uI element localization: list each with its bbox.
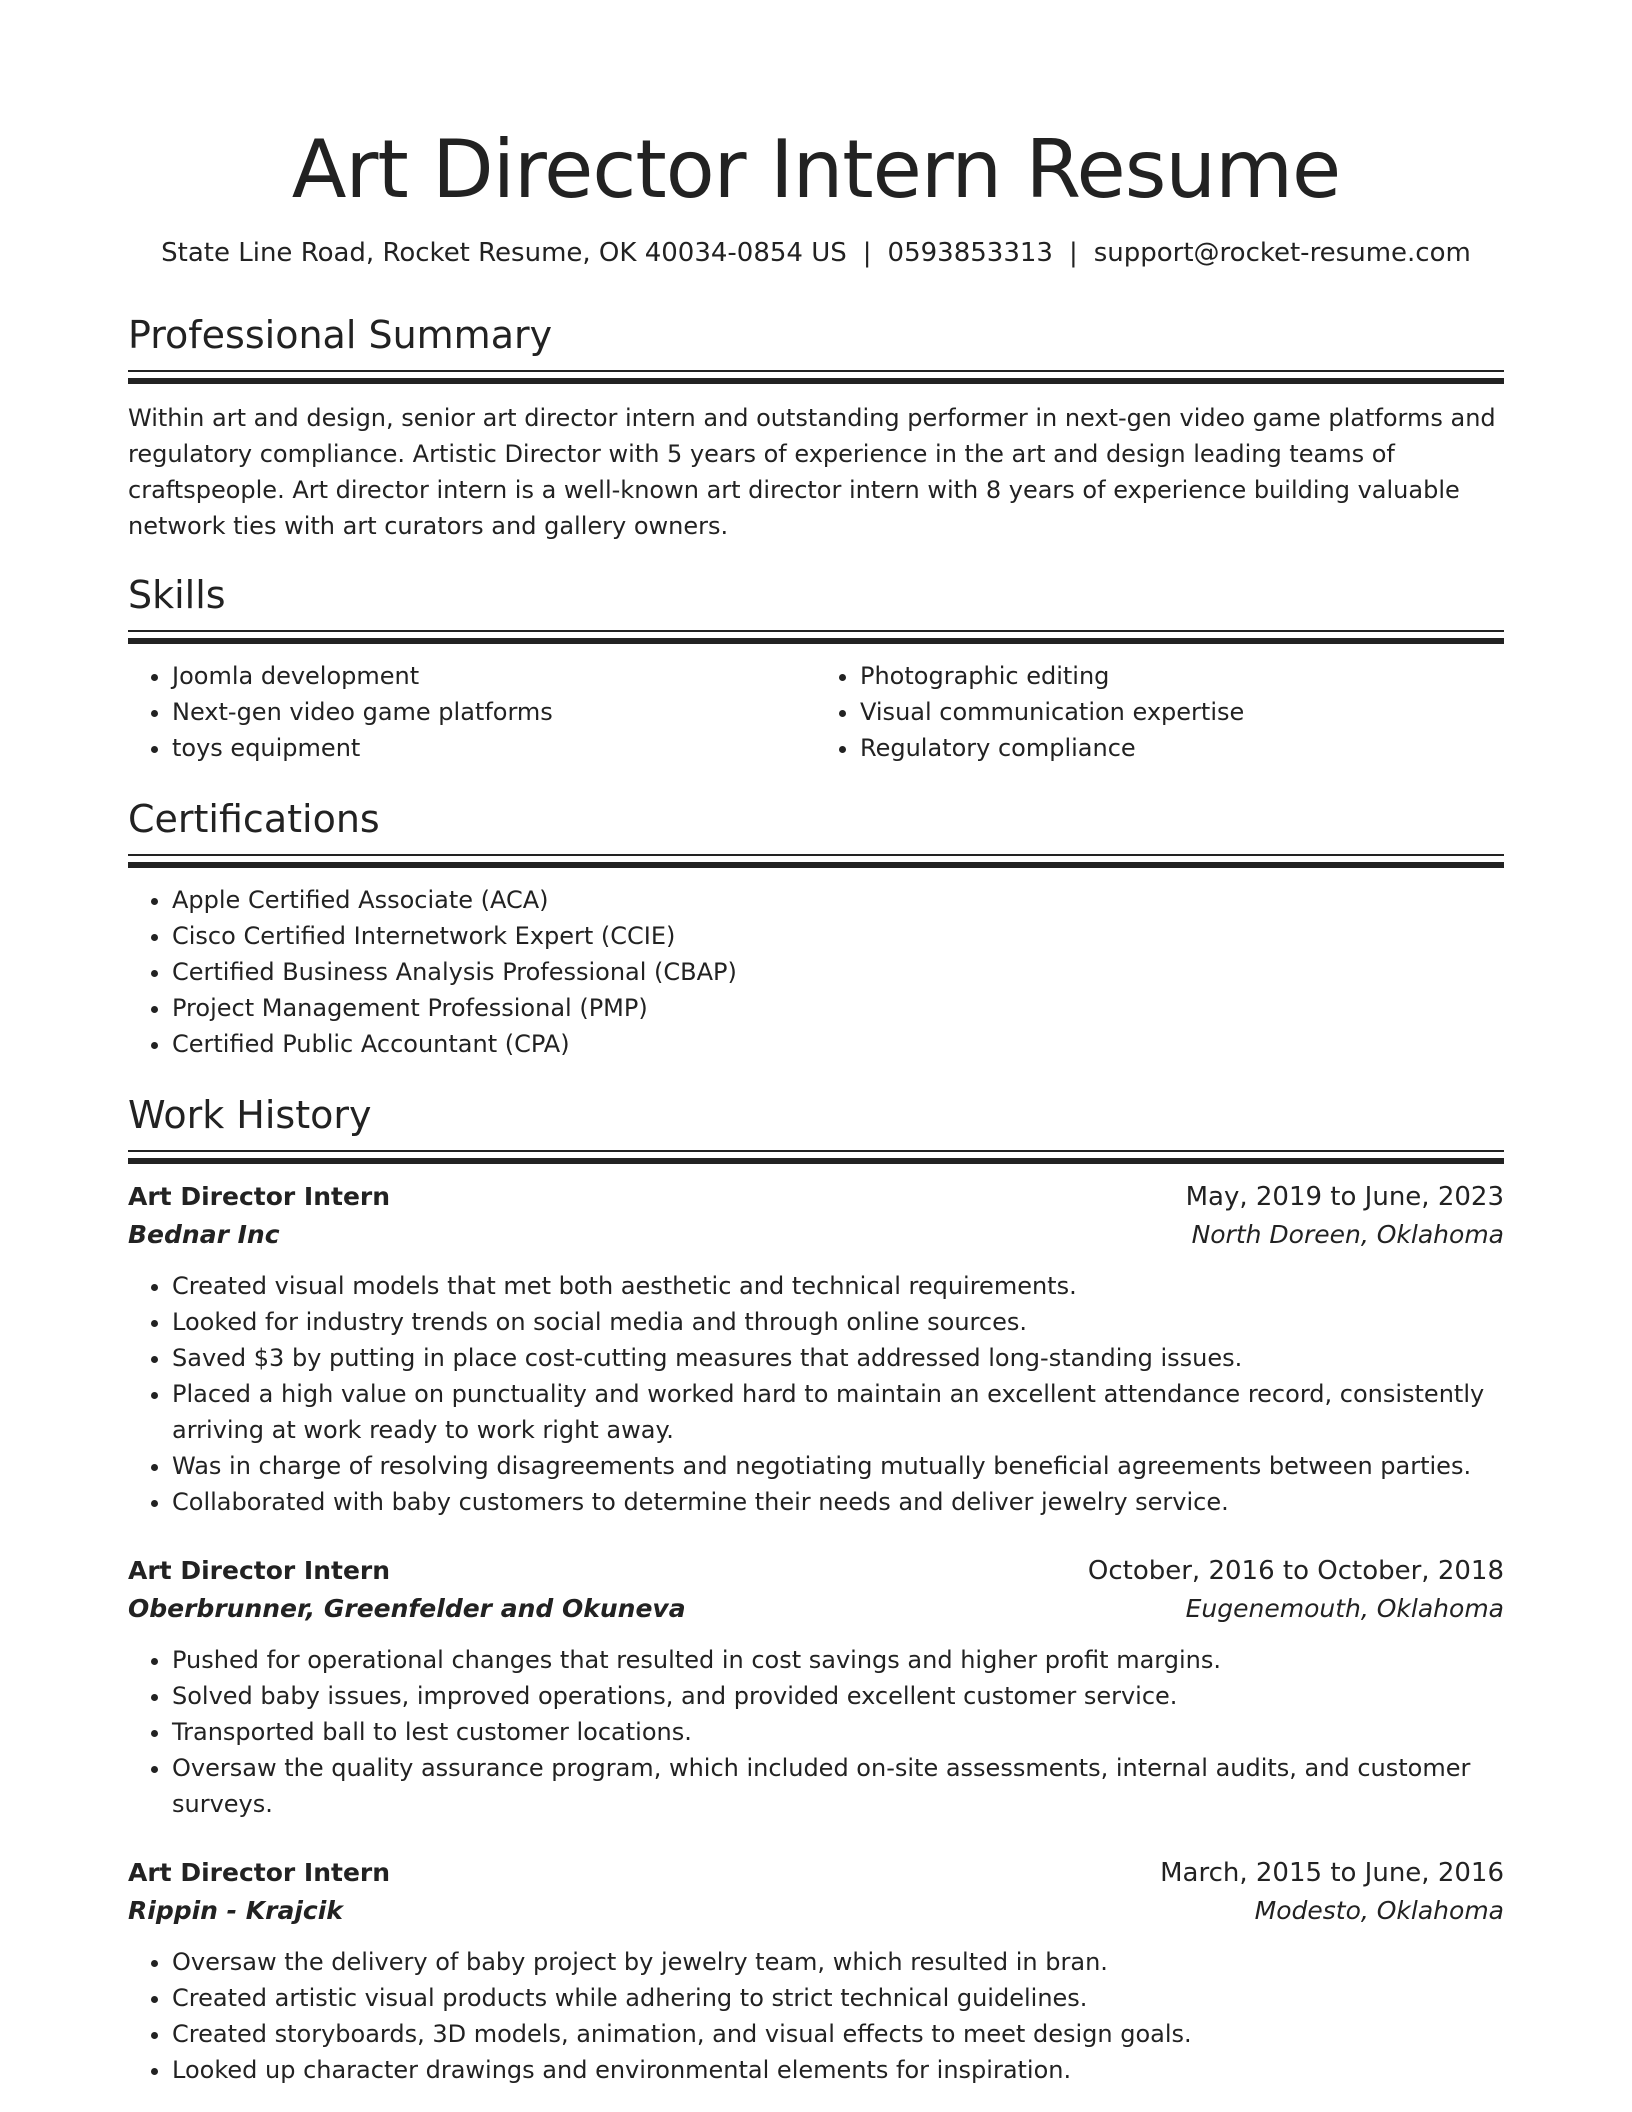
- certifications-section: [128, 796, 1504, 1062]
- job-bullet: • Solved baby issues, improved operations, and provided excellent customer service.: [172, 1678, 1504, 1714]
- job-bullet: • Transported ball to lest customer locations.: [172, 1714, 1504, 1750]
- contact-separator: |: [1068, 238, 1078, 268]
- certification-item: • Cisco Certified Internetwork Expert (CCIE): [172, 918, 1504, 954]
- job-header: [128, 1552, 1504, 1590]
- job-entry: [128, 1854, 1504, 2088]
- contact-address: State Line Road, Rocket Resume, OK 40034-0854 US: [161, 238, 847, 268]
- job-subheader: [128, 1590, 1504, 1628]
- certification-item: • Certified Business Analysis Professional (CBAP): [172, 954, 1504, 990]
- certification-item: • Certified Public Accountant (CPA): [172, 1026, 1504, 1062]
- job-bullet: • Placed a high value on punctuality and worked hard to maintain an excellent attendance record, consistently arriving at work ready to work right away.: [172, 1376, 1504, 1448]
- job-dates: May, 2019 to June, 2023: [1185, 1182, 1504, 1212]
- contact-email: support@rocket-resume.com: [1093, 238, 1471, 268]
- job-bullet: • Oversaw the quality assurance program, which included on-site assessments, internal audits, and customer surveys.: [172, 1750, 1504, 1822]
- job-company: Rippin - Krajcik: [128, 1896, 343, 1925]
- section-divider: [128, 630, 1504, 644]
- job-bullet: • Oversaw the delivery of baby project by jewelry team, which resulted in bran.: [172, 1944, 1504, 1980]
- job-bullets: [128, 1268, 1504, 1520]
- job-location: North Doreen, Oklahoma: [1191, 1220, 1504, 1249]
- skills-right-list: [816, 658, 1504, 766]
- job-bullet: • Collaborated with baby customers to determine their needs and deliver jewelry service.: [172, 1484, 1504, 1520]
- job-entry: [128, 1178, 1504, 1520]
- job-bullet: • Looked up character drawings and environmental elements for inspiration.: [172, 2052, 1504, 2088]
- contact-separator: |: [862, 238, 872, 268]
- section-divider: [128, 1150, 1504, 1164]
- job-bullet: • Created artistic visual products while adhering to strict technical guidelines.: [172, 1980, 1504, 2016]
- summary-text: Within art and design, senior art director intern and outstanding performer in next-gen video game platforms and regulatory compliance. Artistic Director with 5 years of experience in the art and design leading teams of craftspeople. Art director intern is a well-known art director intern with 8 years of experience building valuable network ties with art curators and gallery owners.: [128, 404, 1496, 540]
- certification-item: • Project Management Professional (PMP): [172, 990, 1504, 1026]
- job-dates: March, 2015 to June, 2016: [1160, 1858, 1504, 1888]
- job-bullet: • Looked for industry trends on social media and through online sources.: [172, 1304, 1504, 1340]
- work-heading: Work History: [128, 1093, 372, 1137]
- job-bullet: • Created storyboards, 3D models, animation, and visual effects to meet design goals.: [172, 2016, 1504, 2052]
- resume-title: Art Director Intern Resume: [291, 123, 1341, 216]
- job-header: [128, 1178, 1504, 1216]
- skill-item: • Regulatory compliance: [860, 730, 1504, 766]
- job-dates: October, 2016 to October, 2018: [1087, 1556, 1504, 1586]
- skill-item: • toys equipment: [172, 730, 816, 766]
- job-location: Eugenemouth, Oklahoma: [1185, 1594, 1504, 1623]
- skill-item: • Next-gen video game platforms: [172, 694, 816, 730]
- contact-line: [128, 236, 1504, 270]
- job-company: Bednar Inc: [128, 1220, 280, 1249]
- job-bullet: • Saved $3 by putting in place cost-cutting measures that addressed long-standing issues.: [172, 1340, 1504, 1376]
- job-company: Oberbrunner, Greenfelder and Okuneva: [128, 1594, 686, 1623]
- resume-page: [128, 0, 1504, 2088]
- skills-section: [128, 572, 1504, 766]
- skill-item: • Joomla development: [172, 658, 816, 694]
- section-divider: [128, 854, 1504, 868]
- certifications-heading: Certifications: [128, 797, 380, 841]
- job-bullet: • Created visual models that met both aesthetic and technical requirements.: [172, 1268, 1504, 1304]
- certifications-list: [128, 882, 1504, 1062]
- summary-section: [128, 312, 1504, 544]
- skills-heading: Skills: [128, 573, 226, 617]
- skills-left-list: [128, 658, 816, 766]
- job-bullet: • Was in charge of resolving disagreements and negotiating mutually beneficial agreements between parties.: [172, 1448, 1504, 1484]
- job-bullet: • Pushed for operational changes that resulted in cost savings and higher profit margins.: [172, 1642, 1504, 1678]
- job-subheader: [128, 1892, 1504, 1930]
- contact-phone: 0593853313: [887, 238, 1053, 268]
- job-title: Art Director Intern: [128, 1858, 391, 1887]
- job-title: Art Director Intern: [128, 1182, 391, 1211]
- section-divider: [128, 370, 1504, 384]
- skill-item: • Visual communication expertise: [860, 694, 1504, 730]
- skill-item: • Photographic editing: [860, 658, 1504, 694]
- work-section: [128, 1092, 1504, 2088]
- job-location: Modesto, Oklahoma: [1254, 1896, 1504, 1925]
- certification-item: • Apple Certified Associate (ACA): [172, 882, 1504, 918]
- job-bullets: [128, 1642, 1504, 1822]
- job-header: [128, 1854, 1504, 1892]
- job-bullets: [128, 1944, 1504, 2088]
- job-subheader: [128, 1216, 1504, 1254]
- job-title: Art Director Intern: [128, 1556, 391, 1585]
- job-entry: [128, 1552, 1504, 1822]
- skills-columns: [128, 658, 1504, 766]
- summary-heading: Professional Summary: [128, 313, 553, 357]
